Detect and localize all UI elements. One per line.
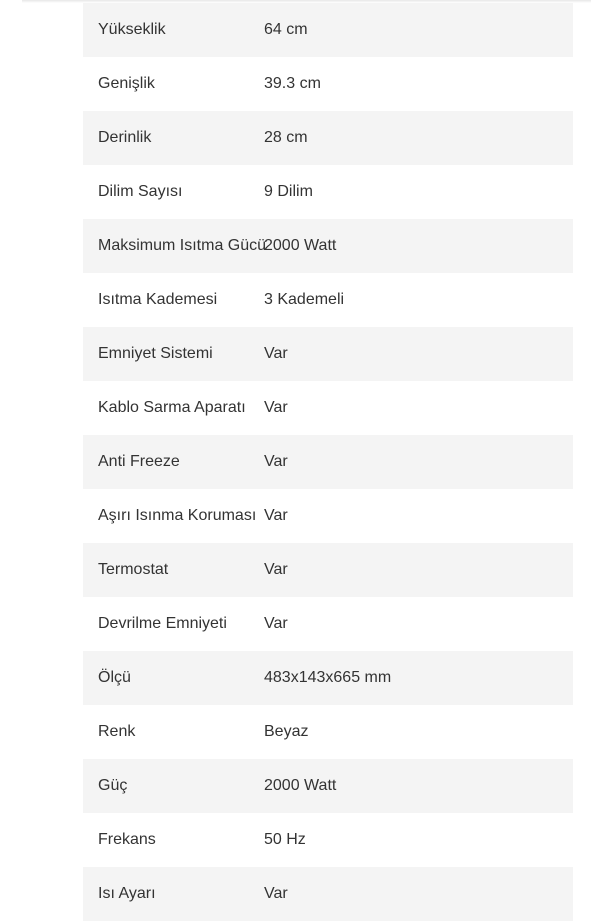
spec-value: 9 Dilim (264, 183, 313, 200)
spec-row-heating-levels (83, 273, 573, 327)
specifications-table (83, 3, 573, 921)
spec-value: 50 Hz (264, 831, 306, 848)
spec-label: Aşırı Isınma Koruması (98, 507, 257, 524)
spec-row-thermostat (83, 543, 573, 597)
spec-label: Isıtma Kademesi (98, 291, 218, 308)
spec-value: 483x143x665 mm (264, 669, 392, 686)
spec-row-frequency (83, 813, 573, 867)
spec-row-heat-setting (83, 867, 573, 921)
spec-value: Var (264, 453, 288, 470)
spec-label: Yükseklik (98, 21, 166, 38)
spec-label: Dilim Sayısı (98, 183, 183, 200)
spec-value: Var (264, 399, 288, 416)
spec-label: Kablo Sarma Aparatı (98, 399, 246, 416)
spec-label: Genişlik (98, 75, 155, 92)
spec-value: 39.3 cm (264, 75, 321, 92)
spec-value: Var (264, 507, 288, 524)
spec-value: 64 cm (264, 21, 308, 38)
spec-label: Ölçü (98, 669, 131, 686)
spec-row-depth (83, 111, 573, 165)
spec-row-safety-system (83, 327, 573, 381)
spec-value: Var (264, 561, 288, 578)
spec-label: Güç (98, 777, 128, 794)
spec-label: Isı Ayarı (98, 885, 156, 902)
spec-row-anti-freeze (83, 435, 573, 489)
spec-row-fin-count (83, 165, 573, 219)
spec-label: Frekans (98, 831, 156, 848)
spec-row-tip-over-protection (83, 597, 573, 651)
spec-value: Var (264, 345, 288, 362)
spec-row-power (83, 759, 573, 813)
spec-label: Derinlik (98, 129, 152, 146)
spec-value: 2000 Watt (264, 237, 337, 254)
spec-row-width (83, 57, 573, 111)
spec-value: Var (264, 615, 288, 632)
spec-label: Renk (98, 723, 136, 740)
spec-value: Beyaz (264, 723, 309, 740)
spec-label: Anti Freeze (98, 453, 180, 470)
spec-value: Var (264, 885, 288, 902)
spec-label: Maksimum Isıtma Gücü (98, 237, 267, 254)
spec-label: Devrilme Emniyeti (98, 615, 227, 632)
spec-row-dimensions (83, 651, 573, 705)
spec-value: 3 Kademeli (264, 291, 345, 308)
spec-label: Emniyet Sistemi (98, 345, 213, 362)
spec-row-cable-wrap (83, 381, 573, 435)
spec-row-color (83, 705, 573, 759)
spec-row-overheat-protection (83, 489, 573, 543)
spec-label: Termostat (98, 561, 169, 578)
spec-value: 28 cm (264, 129, 308, 146)
spec-value: 2000 Watt (264, 777, 337, 794)
spec-row-max-heating-power (83, 219, 573, 273)
spec-row-height (83, 3, 573, 57)
